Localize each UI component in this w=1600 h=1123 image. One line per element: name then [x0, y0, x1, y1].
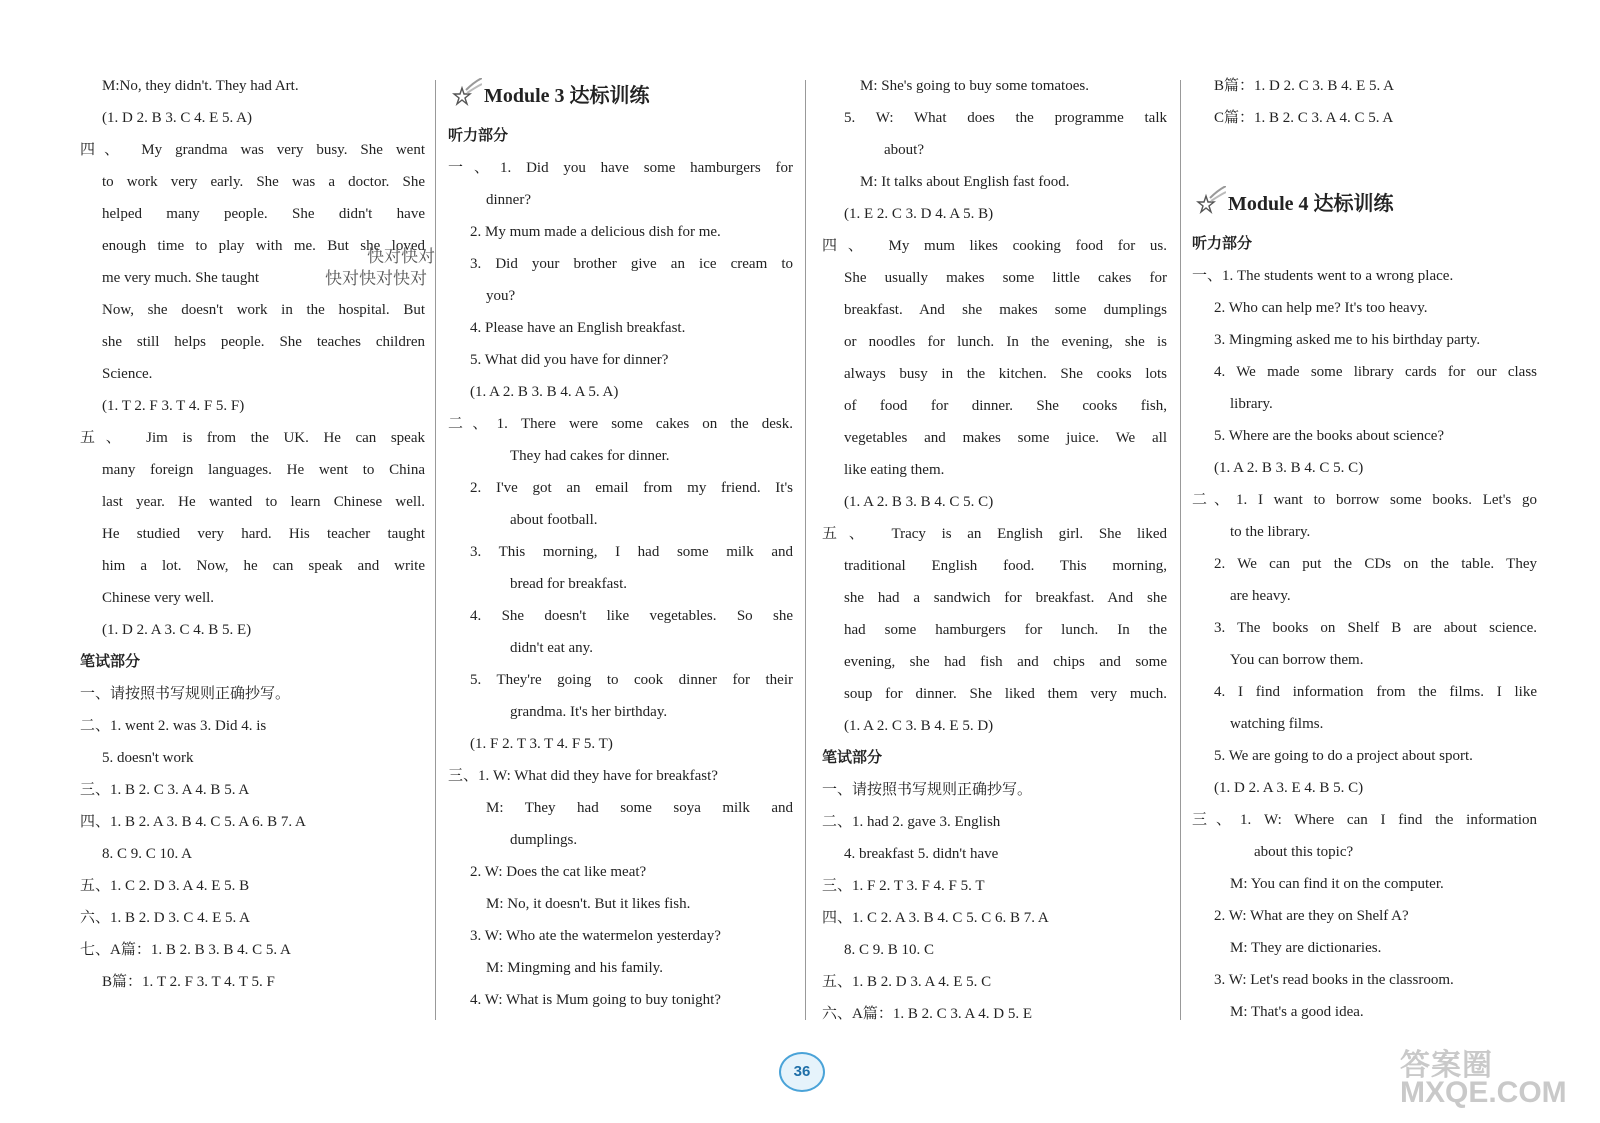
- col1-line: 五、 Jim is from the UK. He can speak: [80, 430, 425, 446]
- module-4-title-text: Module 4 达标训练: [1228, 193, 1394, 215]
- column-4: [1192, 70, 1537, 1028]
- col3-line: 四、 My mum likes cooking food for us.: [822, 238, 1167, 254]
- col3-line: of food for dinner. She cooks fish,: [844, 398, 1167, 414]
- col1-line: (1. D 2. B 3. C 4. E 5. A): [102, 110, 252, 126]
- col3-line: she had a sandwich for breakfast. And she: [844, 590, 1167, 606]
- column-divider-3: [1180, 80, 1181, 1020]
- col2-line: 4. Please have an English breakfast.: [470, 320, 686, 336]
- col1-line: 二、1. went 2. was 3. Did 4. is: [80, 718, 267, 734]
- col4-line: 4. I find information from the films. I like: [1214, 684, 1537, 700]
- col3-line: 二、1. had 2. gave 3. English: [822, 814, 1001, 830]
- column-3: [822, 70, 1167, 1030]
- col1-line: Now, she doesn't work in the hospital. But: [102, 302, 425, 318]
- col1-line: He studied very hard. His teacher taught: [102, 526, 425, 542]
- col3-line: 一、请按照书写规则正确抄写。: [822, 782, 1033, 798]
- col4-line: 2. W: What are they on Shelf A?: [1214, 908, 1409, 924]
- col2-line: 二、1. There were some cakes on the desk.: [448, 416, 793, 432]
- col1-line: B篇：1. T 2. F 3. T 4. T 5. F: [102, 974, 275, 990]
- col3-line: had some hamburgers for lunch. In the: [844, 622, 1167, 638]
- col2-line: 3. W: Who ate the watermelon yesterday?: [470, 928, 721, 944]
- col2-line: you?: [486, 288, 516, 304]
- col2-line: They had cakes for dinner.: [510, 448, 670, 464]
- col2-line: bread for breakfast.: [510, 576, 628, 592]
- col2-line: 一、1. Did you have some hamburgers for: [448, 160, 793, 176]
- col2-line: M: They had some soya milk and: [486, 800, 793, 816]
- column-2: [448, 70, 793, 1016]
- col3-line: M: It talks about English fast food.: [860, 174, 1070, 190]
- col2-line: 三、1. W: What did they have for breakfast?: [448, 768, 718, 784]
- col1-line: last year. He wanted to learn Chinese well.: [102, 494, 425, 510]
- col3-line: M: She's going to buy some tomatoes.: [860, 78, 1089, 94]
- col1-line: 五、1. C 2. D 3. A 4. E 5. B: [80, 878, 250, 894]
- col2-line: 2. I've got an email from my friend. It's: [470, 480, 793, 496]
- col1-line: Chinese very well.: [102, 590, 215, 606]
- col2-line: dinner?: [486, 192, 531, 208]
- module-4-title: [1228, 184, 1537, 224]
- col3-line: traditional English food. This morning,: [844, 558, 1167, 574]
- col2-line: grandma. It's her birthday.: [510, 704, 668, 720]
- col4-line: 3. The books on Shelf B are about science.: [1214, 620, 1537, 636]
- col2-line: 4. W: What is Mum going to buy tonight?: [470, 992, 721, 1008]
- col4-line: 5. We are going to do a project about sport.: [1214, 748, 1473, 764]
- col3-line: always busy in the kitchen. She cooks lots: [844, 366, 1167, 382]
- col1-line: 笔试部分: [80, 653, 141, 670]
- col1-line: to work very early. She was a doctor. She: [102, 174, 425, 190]
- col1-line: 六、1. B 2. D 3. C 4. E 5. A: [80, 910, 251, 926]
- col4-line: 二、1. I want to borrow some books. Let's go: [1192, 492, 1537, 508]
- col4-line: watching films.: [1230, 716, 1324, 732]
- col4-line: 三、1. W: Where can I find the information: [1192, 812, 1537, 828]
- col4-line: (1. D 2. A 3. E 4. B 5. C): [1214, 780, 1364, 796]
- col4-line: 5. Where are the books about science?: [1214, 428, 1445, 444]
- col3-line: 五、1. B 2. D 3. A 4. E 5. C: [822, 974, 992, 990]
- col4-line: 3. W: Let's read books in the classroom.: [1214, 972, 1454, 988]
- col3-line: breakfast. And she makes some dumplings: [844, 302, 1167, 318]
- watermark-logo: 答案圈: [1400, 1049, 1493, 1082]
- watermark-url: MXQE.COM: [1400, 1076, 1567, 1109]
- shooting-star-icon: [450, 78, 482, 110]
- col1-line: 四、1. B 2. A 3. B 4. C 5. A 6. B 7. A: [80, 814, 306, 830]
- col4-line: (1. A 2. B 3. B 4. C 5. C): [1214, 460, 1364, 476]
- col4-line: M: They are dictionaries.: [1230, 940, 1382, 956]
- col1-line: 三、1. B 2. C 3. A 4. B 5. A: [80, 782, 250, 798]
- col1-line: enough time to play with me. But she loved: [102, 238, 425, 254]
- col3-line: 4. breakfast 5. didn't have: [844, 846, 999, 862]
- col3-line: evening, she had fish and chips and some: [844, 654, 1167, 670]
- col3-line: (1. E 2. C 3. D 4. A 5. B): [844, 206, 994, 222]
- col1-line: 七、A篇：1. B 2. B 3. B 4. C 5. A: [80, 942, 291, 958]
- col4-line: 2. We can put the CDs on the table. They: [1214, 556, 1537, 572]
- col1-line: him a lot. Now, he can speak and write: [102, 558, 425, 574]
- col1-line: she still helps people. She teaches children: [102, 334, 425, 350]
- module-3-title-text: Module 3 达标训练: [484, 85, 650, 107]
- col4-line: to the library.: [1230, 524, 1311, 540]
- col2-line: 3. This morning, I had some milk and: [470, 544, 793, 560]
- col3-line: (1. A 2. C 3. B 4. E 5. D): [844, 718, 994, 734]
- column-1: [80, 70, 425, 998]
- col1-line: (1. D 2. A 3. C 4. B 5. E): [102, 622, 252, 638]
- col1-line: Science.: [102, 366, 153, 382]
- col4-line: 4. We made some library cards for our class: [1214, 364, 1537, 380]
- col4-line: library.: [1230, 396, 1273, 412]
- col1-line: 四、 My grandma was very busy. She went: [80, 142, 425, 158]
- col2-line: about football.: [510, 512, 598, 528]
- col3-line: or noodles for lunch. In the evening, she is: [844, 334, 1167, 350]
- module-3-title: [484, 76, 793, 116]
- col2-line: (1. F 2. T 3. T 4. F 5. T): [470, 736, 613, 752]
- col4_top-line: B篇：1. D 2. C 3. B 4. E 5. A: [1214, 78, 1395, 94]
- col1-line: helped many people. She didn't have: [102, 206, 425, 222]
- col4-line: 听力部分: [1192, 235, 1253, 252]
- col3-line: 笔试部分: [822, 749, 883, 766]
- stamp-watermark: [325, 246, 435, 290]
- col4-line: You can borrow them.: [1230, 652, 1364, 668]
- col2-line: didn't eat any.: [510, 640, 593, 656]
- col2-line: M: No, it doesn't. But it likes fish.: [486, 896, 691, 912]
- col2-line: 听力部分: [448, 127, 509, 144]
- col3-line: vegetables and makes some juice. We all: [844, 430, 1167, 446]
- col1-line: (1. T 2. F 3. T 4. F 5. F): [102, 398, 245, 414]
- col3-line: She usually makes some little cakes for: [844, 270, 1167, 286]
- col4_top-line: C篇：1. B 2. C 3. A 4. C 5. A: [1214, 110, 1394, 126]
- col2-line: (1. A 2. B 3. B 4. A 5. A): [470, 384, 619, 400]
- col1-line: me very much. She taught: [102, 270, 260, 286]
- col3-line: about?: [884, 142, 924, 158]
- col4-line: 3. Mingming asked me to his birthday party.: [1214, 332, 1481, 348]
- col3-line: 五、 Tracy is an English girl. She liked: [822, 526, 1167, 542]
- col2-line: 5. What did you have for dinner?: [470, 352, 669, 368]
- col4-line: M: That's a good idea.: [1230, 1004, 1364, 1020]
- col1-line: 5. doesn't work: [102, 750, 194, 766]
- col3-line: 三、1. F 2. T 3. F 4. F 5. T: [822, 878, 985, 894]
- col2-line: 3. Did your brother give an ice cream to: [470, 256, 793, 272]
- col1-line: 8. C 9. C 10. A: [102, 846, 193, 862]
- shooting-star-icon: [1194, 186, 1226, 218]
- col3-line: 六、A篇：1. B 2. C 3. A 4. D 5. E: [822, 1006, 1033, 1022]
- col4-line: about this topic?: [1254, 844, 1354, 860]
- col1-line: many foreign languages. He went to China: [102, 462, 425, 478]
- page-number: 36: [779, 1052, 825, 1092]
- column-divider-2: [805, 80, 806, 1020]
- col3-line: like eating them.: [844, 462, 945, 478]
- col2-line: 4. She doesn't like vegetables. So she: [470, 608, 793, 624]
- col2-line: 2. W: Does the cat like meat?: [470, 864, 647, 880]
- col3-line: 5. W: What does the programme talk: [844, 110, 1167, 126]
- col3-line: (1. A 2. B 3. B 4. C 5. C): [844, 494, 994, 510]
- col3-line: soup for dinner. She liked them very much.: [844, 686, 1167, 702]
- col4-line: 一、1. The students went to a wrong place.: [1192, 268, 1454, 284]
- col2-line: dumplings.: [510, 832, 578, 848]
- col3-line: 四、1. C 2. A 3. B 4. C 5. C 6. B 7. A: [822, 910, 1049, 926]
- col2-line: 2. My mum made a delicious dish for me.: [470, 224, 721, 240]
- col2-line: M: Mingming and his family.: [486, 960, 663, 976]
- col4-line: 2. Who can help me? It's too heavy.: [1214, 300, 1428, 316]
- col4-line: are heavy.: [1230, 588, 1291, 604]
- stamp-line-1: 快对快对: [367, 247, 435, 267]
- col1-line: M:No, they didn't. They had Art.: [102, 78, 299, 94]
- col1-line: 一、请按照书写规则正确抄写。: [80, 686, 291, 702]
- col4-line: M: You can find it on the computer.: [1230, 876, 1444, 892]
- column-divider-1: [435, 80, 436, 1020]
- col3-line: 8. C 9. B 10. C: [844, 942, 935, 958]
- col2-line: 5. They're going to cook dinner for their: [470, 672, 793, 688]
- stamp-line-2: 快对快对快对: [325, 269, 427, 289]
